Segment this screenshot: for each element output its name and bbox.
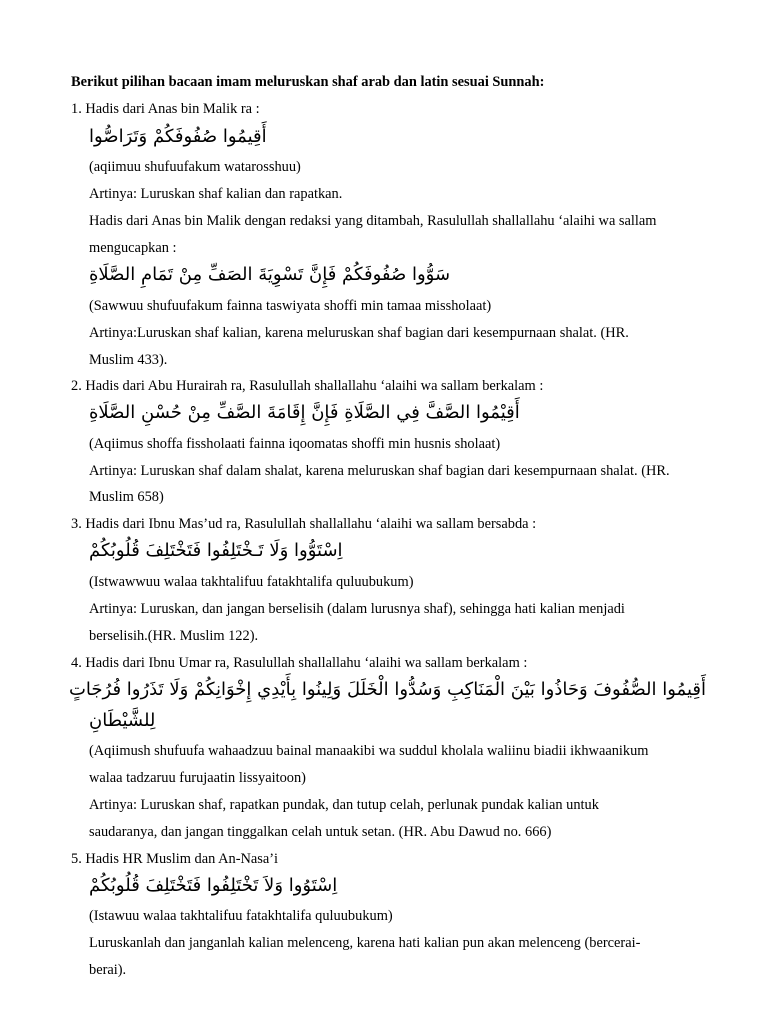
item-4-latin-line-2: walaa tadzaruu furujaatin lissyaitoon): [89, 770, 306, 786]
item-4-heading: 4. Hadis dari Ibnu Umar ra, Rasulullah shallallahu ‘alaihi wa sallam berkalam :: [71, 655, 528, 671]
item-3-arabic: اِسْتَوُّوا وَلَا تَـخْتَلِفُوا فَتَخْتَلِفَ قُلُوبُكُمْ: [89, 540, 343, 561]
item-1-latin: (aqiimuu shufuufakum watarosshuu): [89, 159, 301, 175]
item-1-latin-2: (Sawwuu shufuufakum fainna taswiyata shoffi min tamaa missholaat): [89, 298, 492, 314]
item-2-meaning-line-1: Artinya: Luruskan shaf dalam shalat, karena meluruskan shaf bagian dari kesempurnaan shalat. (HR.: [89, 463, 670, 479]
item-3-heading: 3. Hadis dari Ibnu Mas’ud ra, Rasulullah shallallahu ‘alaihi wa sallam bersabda :: [71, 516, 537, 532]
item-1-extra-line-1: Hadis dari Anas bin Malik dengan redaksi yang ditambah, Rasulullah shallallahu ‘alaihi wa sallam: [89, 213, 657, 229]
item-5-heading: 5. Hadis HR Muslim dan An-Nasa’i: [71, 851, 279, 867]
item-5-meaning-line-2: berai).: [89, 962, 127, 978]
item-4-meaning-line-2: saudaranya, dan jangan tinggalkan celah untuk setan. (HR. Abu Dawud no. 666): [89, 824, 552, 840]
item-2-arabic: أَقِيْمُوا الصَّفَّ فِي الصَّلَاةِ فَإِنَّ إِقَامَةَ الصَّفِّ مِنْ حُسْنِ الصَّلَاةِ: [89, 402, 520, 423]
item-1-extra-line-2: mengucapkan :: [89, 240, 177, 256]
item-1-arabic-2: سَوُّوا صُفُوفَكُمْ فَإِنَّ تَسْوِيَةَ الصَفِّ مِنْ تَمَامِ الصَّلَاةِ: [89, 264, 451, 285]
item-4-meaning-line-1: Artinya: Luruskan shaf, rapatkan pundak, dan tutup celah, perlunak pundak kalian untuk: [89, 797, 599, 813]
item-2-heading: 2. Hadis dari Abu Hurairah ra, Rasulullah shallallahu ‘alaihi wa sallam berkalam :: [71, 378, 544, 394]
item-1-arabic: أَقِيمُوا صُفُوفَكُمْ وَتَرَاصُّوا: [89, 126, 267, 147]
item-3-latin: (Istwawwuu walaa takhtalifuu fatakhtalifa quluubukum): [89, 574, 414, 590]
item-5-latin: (Istawuu walaa takhtalifuu fatakhtalifa quluubukum): [89, 908, 393, 924]
item-4-arabic-line-1: أَقِيمُوا الصُّفُوفَ وَحَاذُوا بَيْنَ الْمَنَاكِبِ وَسُدُّوا الْخَلَلَ وَلِينُوا بِأَيْدِي إِخْوَانِكُمْ وَلَا تَذَرُوا فُرُجَاتٍ: [68, 679, 706, 700]
item-3-meaning-line-1: Artinya: Luruskan, dan jangan berselisih (dalam lurusnya shaf), sehingga hati kalian menjadi: [89, 601, 625, 617]
item-5-meaning-line-1: Luruskanlah dan janganlah kalian melenceng, karena hati kalian pun akan melenceng (bercerai-: [89, 935, 641, 951]
item-1-heading: 1. Hadis dari Anas bin Malik ra :: [71, 101, 260, 117]
document-title: Berikut pilihan bacaan imam meluruskan shaf arab dan latin sesuai Sunnah:: [71, 74, 545, 90]
item-2-meaning-line-2: Muslim 658): [89, 489, 164, 505]
item-2-latin: (Aqiimus shoffa fissholaati fainna iqoomatas shoffi min husnis sholaat): [89, 436, 501, 452]
item-1-meaning: Artinya: Luruskan shaf kalian dan rapatkan.: [89, 186, 343, 202]
item-4-latin-line-1: (Aqiimush shufuufa wahaadzuu bainal manaakibi wa suddul kholala waliinu biadii ikhwaanikum: [89, 743, 649, 759]
item-3-meaning-line-2: berselisih.(HR. Muslim 122).: [89, 628, 259, 644]
item-4-arabic-line-2: لِلشَّيْطَانِ: [89, 710, 156, 731]
item-1-meaning-2-line-1: Artinya:Luruskan shaf kalian, karena meluruskan shaf bagian dari kesempurnaan shalat. (HR.: [89, 325, 629, 341]
item-1-meaning-2-line-2: Muslim 433).: [89, 352, 168, 368]
item-5-arabic: اِسْتَوُوا وَلاَ تَخْتَلِفُوا فَتَخْتَلِفَ قُلُوبُكُمْ: [89, 875, 338, 896]
